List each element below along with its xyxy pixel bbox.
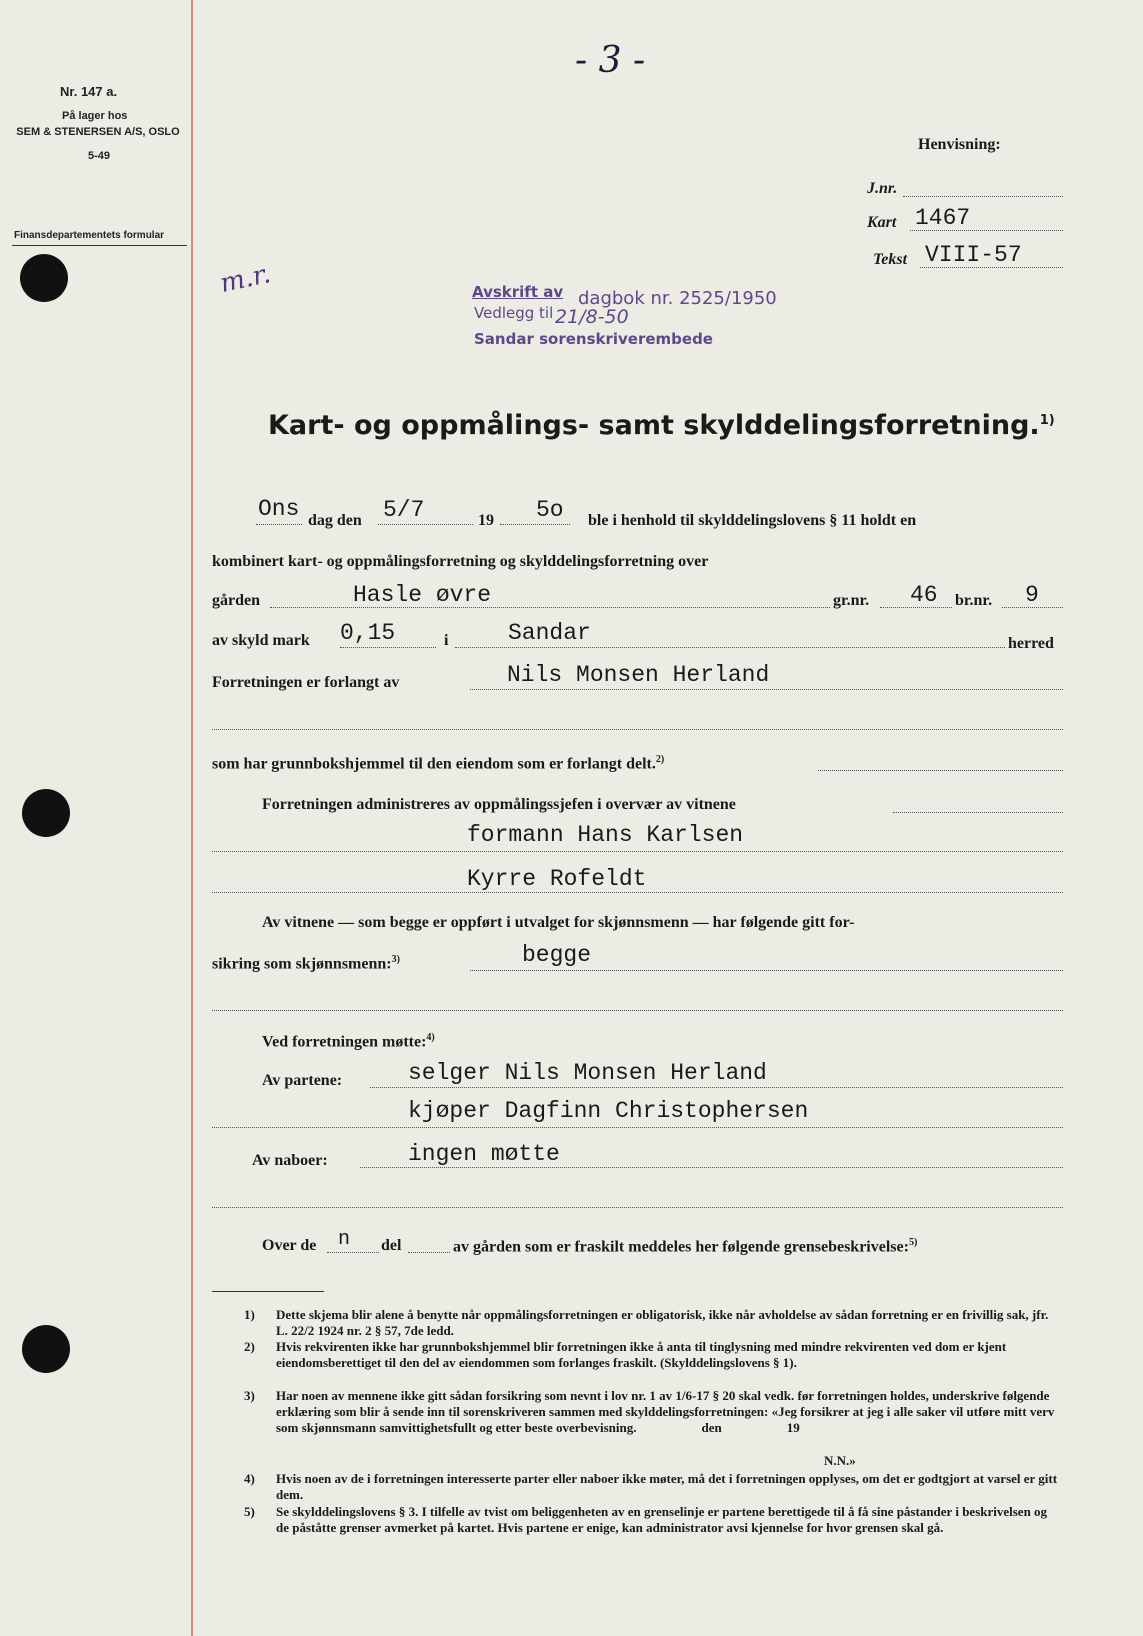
assurance-footnote: 3) [391,954,400,965]
kart-line [910,230,1063,231]
footnote-text: Dette skjema blir alene å benytte når oppmålingsforretningen er obligatorisk, ikke når avholdelse av sådan forretning er en frivillig sak, jfr. L. 22/2 1924 nr. 2 § 57, 7de ledd. [276,1307,1049,1338]
witness-1: formann Hans Karlsen [467,822,744,848]
party-2: kjøper Dagfinn Christophersen [408,1098,809,1124]
form-number: Nr. 147 a. [60,84,118,99]
neighbours-label: Av naboer: [252,1152,328,1169]
footnote-4 [244,1471,1062,1503]
grunnbok-label: som har grunnbokshjemmel til den eiendom som er forlangt delt. [212,755,656,773]
requested-line [470,689,1063,690]
footnote-5 [244,1504,1062,1536]
date-value: 5/7 [383,497,425,523]
reference-heading: Henvisning: [918,136,1001,153]
dag-den-label: dag den [308,512,362,529]
punch-hole [20,254,68,302]
footnote-3-signature [252,1453,1062,1469]
assurance-line [470,970,1063,971]
requested-label: Forretningen er forlangt av [212,674,400,691]
stamp-line2-value: 21/8-50 [555,306,629,328]
assurance-label: sikring som skjønnsmenn: [212,955,392,973]
assurance-line-2 [212,1010,1063,1011]
boundary-over-line [327,1252,379,1253]
party-1: selger Nils Monsen Herland [408,1060,767,1086]
herred-line [455,647,1005,648]
weekday-value: Ons [258,496,300,522]
garden-line [270,607,830,608]
i-label: i [444,632,449,649]
date-code: 5-49 [88,150,111,162]
punch-hole [22,789,70,837]
footnote-3 [244,1388,1062,1436]
grnr-value: 46 [910,582,938,608]
meeting-text: ble i henhold til skylddelingslovens § 11 holdt en [588,512,917,529]
kart-label: Kart [867,214,897,231]
title-footnote: 1) [1039,413,1055,428]
year-value: 5o [536,497,564,523]
garden-label: gården [212,592,260,609]
form-title [268,410,1055,441]
boundary-del: del [381,1237,402,1254]
skyld-label: av skyld mark [212,632,310,649]
stamp-line1-label: Avskrift av [472,283,564,301]
stock-supplier: SEM & STENERSEN A/S, OSLO [16,126,180,138]
brnr-value: 9 [1025,582,1039,608]
assurance-line2 [212,954,400,973]
footnote-text: Hvis rekvirenten ikke har grunnbokshjemmel blir forretningen ikke å anta til tinglysning med mindre rekvirenten ved dom er kjent eiendomsberettiget til den del av eiendommen som forlanges fraskilt. (Skylddelingslovens § 1). [276,1339,1007,1370]
footnote-number: 2) [244,1339,255,1354]
handwritten-initials: m.r. [217,259,274,299]
parties-label: Av partene: [262,1072,343,1089]
requested-value: Nils Monsen Herland [507,662,770,688]
neighbours-line [360,1167,1063,1168]
assurance-value: begge [522,942,592,968]
neighbours-line-2 [212,1207,1063,1208]
footnote-1 [244,1307,1062,1339]
stock-line: På lager hos [62,110,128,122]
meeting-line2: kombinert kart- og oppmålingsforretning og skylddelingsforretning over [212,553,709,570]
brnr-line [1002,607,1063,608]
boundary-over-value: n [338,1228,351,1251]
stamp-line2-label: Vedlegg til [474,304,554,322]
date-line [378,524,473,525]
footnote-text: Hvis noen av de i forretningen interesserte parter eller naboer ikke møter, må det i forretningen opplyses, om det er godtgjort at varsel er gitt dem. [276,1471,1058,1502]
footnote-2 [244,1339,1062,1371]
herred-value: Sandar [508,620,591,646]
grnr-label: gr.nr. [833,592,870,609]
skyld-value: 0,15 [340,620,396,646]
jnr-line [903,196,1063,197]
grunnbok-line [818,770,1063,771]
form-title-text: Kart- og oppmålings- samt skylddelingsforretning. [268,410,1040,441]
stamp-line1-value: dagbok nr. 2525/1950 [578,288,777,309]
year-prefix: 19 [478,512,494,529]
footnote-number: 3) [244,1388,255,1403]
tekst-line [920,267,1063,268]
assurance-line1: Av vitnene — som begge er oppført i utvalget for skjønnsmenn — har følgende gitt for- [262,914,855,931]
grunnbok-text [212,754,664,773]
party-2-line [212,1127,1063,1128]
boundary-del-line [408,1252,450,1253]
margin-line [191,0,193,1636]
footnote-number: 5) [244,1504,255,1519]
witness-1-line [212,851,1063,852]
party-1-line [370,1087,1063,1088]
jnr-label: J.nr. [867,180,898,197]
formular-label: Finansdepartementets formular [14,230,165,241]
witnesses-label: Forretningen administreres av oppmålingssjefen i overvær av vitnene [262,796,736,813]
attendance-heading [262,1032,435,1051]
brnr-label: br.nr. [955,592,993,609]
boundary-footnote: 5) [908,1237,918,1248]
requested-line-2 [212,729,1063,730]
punch-hole [22,1325,70,1373]
footnote-signature: N.N.» [824,1453,856,1468]
garden-value: Hasle øvre [353,582,492,608]
tekst-value: VIII-57 [925,242,1022,268]
footnote-number: 1) [244,1307,255,1322]
attendance-heading-text: Ved forretningen møtte: [262,1033,427,1051]
witnesses-line [893,812,1063,813]
stamp-line3: Sandar sorenskriverembede [474,330,713,348]
neighbours-value: ingen møtte [408,1141,560,1167]
skyld-line [340,647,436,648]
witness-2: Kyrre Rofeldt [467,866,647,892]
attendance-footnote: 4) [426,1032,435,1043]
boundary-text [453,1237,917,1256]
grunnbok-footnote: 2) [655,754,665,765]
grnr-line [880,607,952,608]
witness-2-line [212,892,1063,893]
boundary-text-label: av gården som er fraskilt meddeles her følgende grensebeskrivelse: [453,1238,909,1256]
weekday-line [256,524,302,525]
formular-rule [12,245,187,246]
footnote-text: Se skylddelingslovens § 3. I tilfelle av tvist om beliggenheten av en grenselinje er partene berettigede til å få sine påstander i beskrivelsen og de påståtte grenser avmerket på kartet. Hvis partene er enige, kan administrator avsi kjennelse for hvor grensen skal gå. [276,1504,1048,1535]
page-number: - 3 - [575,40,646,81]
boundary-over-de: Over de [262,1237,317,1254]
footnote-number: 4) [244,1471,255,1486]
kart-value: 1467 [915,205,971,231]
tekst-label: Tekst [873,251,908,268]
footnote-rule [212,1291,324,1292]
herred-label: herred [1008,635,1054,652]
year-line [500,524,570,525]
footnote-text: Har noen av mennene ikke gitt sådan forsikring som nevnt i lov nr. 1 av 1/6-17 § 20 skal vedk. før forretningen holdes, underskrive følgende erklæring som blir å sende inn til sorenskriveren sammen med skylddelingsforretningen: «Jeg forsikrer at jeg i alle saker vil utføre mitt verv som skjønnsmann samvittighetsfullt og etter beste overbevisning. den 19 [276,1388,1058,1435]
